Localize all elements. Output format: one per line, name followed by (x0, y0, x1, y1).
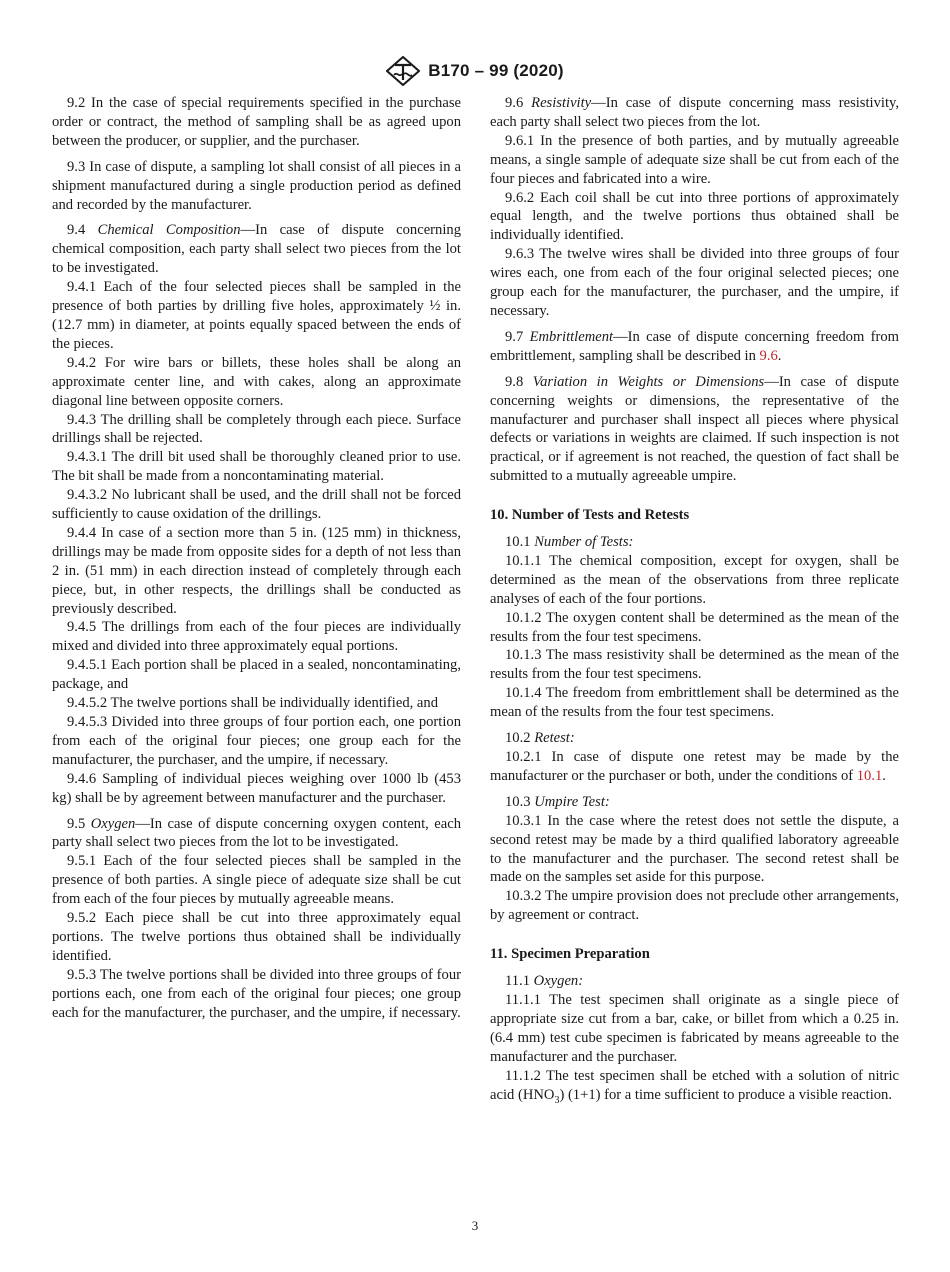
section-10-1-link[interactable]: 10.1 (856, 767, 883, 784)
paragraph-9-4-4: 9.4.4 In case of a section more than 5 in. (125 mm) in thickness, drillings may be made from opposite sides for a depth of not less than 2 in. (51 mm) in each direction instead of completely through each piece, but, in other respects, the drillings shall be conducted as previously described. (52, 524, 461, 617)
paragraph-9-4-3: 9.4.3 The drilling shall be completely through each piece. Surface drillings shall be rejected. (52, 411, 461, 447)
paragraph-9-4-3-2: 9.4.3.2 No lubricant shall be used, and the drill shall not be forced sufficiently to cause oxidation of the drillings. (52, 487, 461, 523)
paragraph-10-1-4: 10.1.4 The freedom from embrittlement shall be determined as the mean of the results from the four test specimens. (490, 685, 899, 721)
nitric-acid-subscript: 3 (554, 1094, 560, 1106)
variation-title: Variation in Weights or Dimensions (532, 373, 765, 390)
paragraph-10-3: 10.3 Umpire Test: (505, 793, 610, 810)
paragraph-9-4: 9.4 Chemical Composition—In case of dispute concerning chemical composition, each party shall select two pieces from the lot to be investigated. (52, 222, 461, 277)
page-header (0, 56, 950, 86)
number-of-tests-title: Number of Tests: (534, 534, 634, 551)
page-number: 3 (471, 1218, 479, 1233)
paragraph-9-4-5: 9.4.5 The drillings from each of the four pieces are individually mixed and divided into three approximately equal portions. (52, 619, 461, 655)
paragraph-11-1: 11.1 Oxygen: (505, 973, 584, 990)
paragraph-10-1-3: 10.1.3 The mass resistivity shall be determined as the mean of the results from the four test specimens. (490, 647, 899, 683)
paragraph-10-1-1: 10.1.1 The chemical composition, except for oxygen, shall be determined as the mean of the observations from three replicate analyses of each of the four portions. (490, 552, 899, 607)
paragraph-9-4-5-2: 9.4.5.2 The twelve portions shall be individually identified, and (67, 695, 438, 712)
paragraph-9-7: 9.7 Embrittlement—In case of dispute concerning freedom from embrittlement, sampling shall be described in 9.6. (490, 328, 900, 364)
right-column (490, 94, 899, 1104)
paragraph-9-4-3-1: 9.4.3.1 The drill bit used shall be thoroughly cleaned prior to use. The bit shall be made from a noncontaminating material. (52, 449, 461, 485)
retest-title: Retest: (534, 730, 575, 747)
paragraph-10-1: 10.1 Number of Tests: (505, 534, 634, 551)
paragraph-10-1-2: 10.1.2 The oxygen content shall be determined as the mean of the results from the four test specimens. (490, 609, 899, 645)
left-column (52, 94, 461, 1023)
paragraph-9-4-5-1: 9.4.5.1 Each portion shall be placed in a sealed, noncontaminating, package, and (52, 657, 461, 693)
paragraph-9-5: 9.5 Oxygen—In case of dispute concerning oxygen content, each party shall select two pieces from the lot to be investigated. (52, 815, 462, 851)
paragraph-9-4-1: 9.4.1 Each of the four selected pieces shall be sampled in the presence of both parties by drilling five holes, approximately ½ in. (12.7 mm) in diameter, at points equally spaced between the ends of the pieces. (52, 279, 461, 352)
paragraph-11-1-2: 11.1.2 The test specimen shall be etched with a solution of nitric acid $(HNO_3)$ (1+1) for a time sufficient to produce a visible reaction. (490, 1067, 899, 1106)
paragraph-10-3-1: 10.3.1 In the case where the retest does not settle the dispute, a second retest may be made by a third qualified laboratory agreeable to the manufacturer and the purchaser. The second retest shall be made on the samples set aside for this purpose. (490, 812, 899, 886)
paragraph-10-3-2: 10.3.2 The umpire provision does not preclude other arrangements, by agreement or contract. (490, 888, 899, 924)
paragraph-9-4-2: 9.4.2 For wire bars or billets, these holes shall be along an approximate center line, and with cakes, along an approximate diagonal line between opposite corners. (52, 354, 461, 409)
paragraph-9-3: 9.3 In case of dispute, a sampling lot shall consist of all pieces in a shipment manufactured during a single production period as defined and recorded by the manufacturer. (52, 158, 461, 213)
paragraph-10-2-1: 10.2.1 In case of dispute one retest may be made by the manufacturer or the purchaser or both, under the conditions of 10.1. (490, 749, 899, 784)
paragraph-9-2: 9.2 In the case of special requirements specified in the purchase order or contract, the method of sampling shall be as agreed upon between the producer, or supplier, and the purchaser. (52, 95, 461, 149)
paragraph-10-2: 10.2 Retest: (505, 730, 575, 747)
paragraph-11-1-1: 11.1.1 The test specimen shall originate as a single piece of appropriate size cut from a bar, cake, or billet from which a 0.25 in. (6.4 mm) test cube specimen is fabricated by means agreeable to the manufacturer and the purchaser. (490, 991, 899, 1065)
chemical-composition-title: Chemical Composition (97, 222, 241, 239)
paragraph-9-5-1: 9.5.1 Each of the four selected pieces shall be sampled in the presence of both parties. A single piece of adequate size shall be cut from each of the four pieces by mutually agreeable means. (52, 853, 461, 908)
paragraph-9-6: 9.6 Resistivity—In case of dispute concerning mass resistivity, each party shall select two pieces from the lot. (490, 95, 900, 130)
umpire-test-title: Umpire Test: (534, 793, 610, 810)
resistivity-title: Resistivity (531, 95, 592, 111)
paragraph-9-6-1: 9.6.1 In the presence of both parties, and by mutually agreeable means, a single sample of adequate size shall be cut from each of the four pieces and fabricated into a wire. (490, 132, 899, 187)
paragraph-9-6-2: 9.6.2 Each coil shall be cut into three portions of approximately equal length, and the twelve portions thus obtained shall be individually identified. (490, 189, 899, 244)
astm-logo-icon (386, 56, 420, 86)
section-10-heading: 10. Number of Tests and Retests (490, 507, 690, 524)
paragraph-9-8: 9.8 Variation in Weights or Dimensions—In case of dispute concerning weights or dimensions, the representative of the manufacturer and purchaser shall inspect all pieces where physical defects or variations in weights are claimed. If such inspection is not practical, or if agreement is not reached, the question of fact shall be submitted to a mutually agreeable umpire. (490, 373, 900, 485)
document-designation: B170 – 99 (2020) (428, 61, 564, 80)
paragraph-9-4-5-3: 9.4.5.3 Divided into three groups of four portion each, one portion from each of the original four pieces; one group each for the manufacturer, the purchaser, and the umpire, if necessary. (52, 714, 461, 768)
section-11-heading: 11. Specimen Preparation (490, 946, 650, 963)
paragraph-9-6-3: 9.6.3 The twelve wires shall be divided into three groups of four wires each, one from each of the four original selected pieces; one group each for the manufacturer, the purchaser, and the umpire, if necessary. (490, 246, 899, 319)
oxygen-title: Oxygen (90, 815, 136, 832)
paragraph-9-5-2: 9.5.2 Each piece shall be cut into three approximately equal portions. The twelve portions thus obtained shall be individually identified. (52, 910, 461, 964)
paragraph-9-4-6: 9.4.6 Sampling of individual pieces weighing over 1000 lb (453 kg) shall be by agreement between manufacturer and the purchaser. (52, 770, 461, 806)
paragraph-9-5-3: 9.5.3 The twelve portions shall be divided into three groups of four portions each, one from each of the original four pieces; one group each for the manufacturer, the purchaser, and the umpire, if necessary. (52, 966, 461, 1021)
section-9-6-link[interactable]: 9.6 (759, 347, 778, 364)
embrittlement-title: Embrittlement (529, 328, 614, 345)
oxygen-specimen-title: Oxygen: (533, 973, 584, 990)
